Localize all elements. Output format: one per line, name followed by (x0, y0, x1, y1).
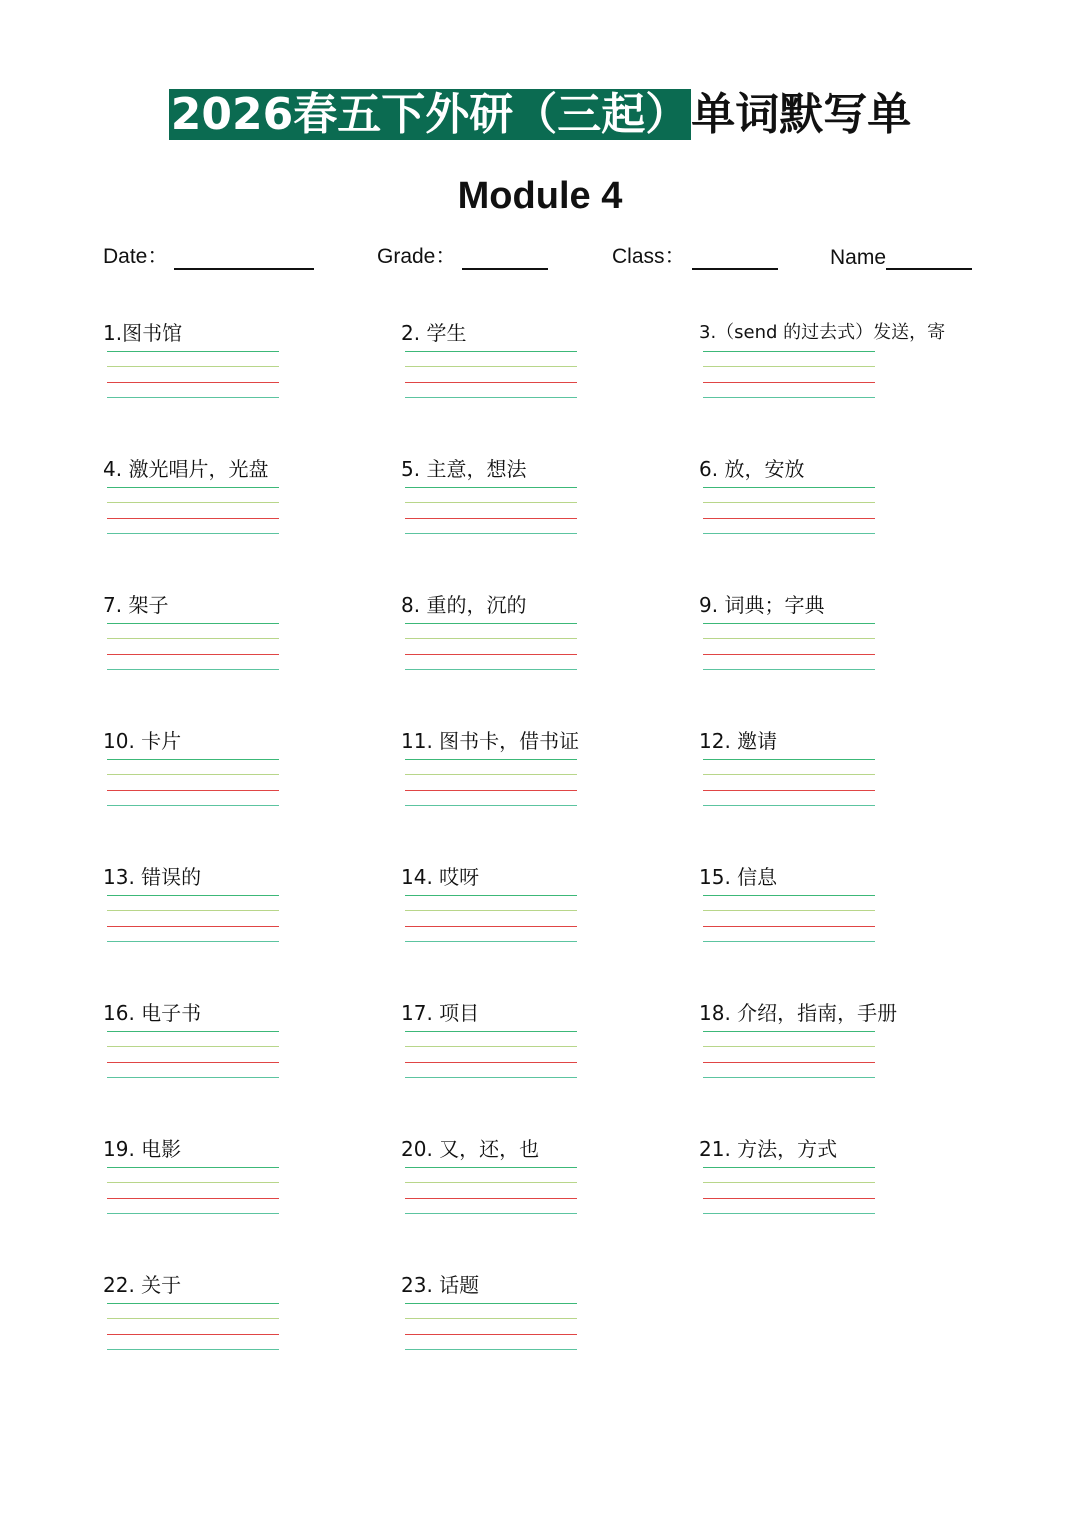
writing-guide-line (703, 1182, 875, 1183)
name-label: Name (830, 246, 887, 269)
writing-guide-line (405, 366, 577, 367)
word-prompt: 11. 图书卡，借书证 (401, 729, 580, 753)
word-prompt: 1.图书馆 (103, 321, 183, 345)
word-prompt: 19. 电影 (103, 1137, 182, 1161)
writing-guide-line (405, 1349, 577, 1350)
word-prompt: 8. 重的，沉的 (401, 593, 527, 617)
writing-guide-line (107, 1198, 279, 1199)
class-field[interactable] (612, 240, 778, 270)
word-item (699, 727, 999, 807)
date-blank[interactable] (174, 246, 314, 270)
writing-guide-line (703, 382, 875, 383)
writing-guide-line (107, 623, 279, 624)
writing-guide-line (107, 1046, 279, 1047)
word-item (699, 863, 999, 943)
writing-guide-line (703, 790, 875, 791)
writing-guide-line (405, 910, 577, 911)
writing-lines[interactable] (405, 1163, 577, 1215)
writing-guide-line (107, 1318, 279, 1319)
writing-guide-line (107, 895, 279, 896)
writing-guide-line (107, 1167, 279, 1168)
writing-lines[interactable] (405, 755, 577, 807)
writing-lines[interactable] (703, 755, 875, 807)
writing-guide-line (703, 366, 875, 367)
writing-guide-line (405, 1182, 577, 1183)
word-item (103, 1135, 403, 1215)
word-prompt: 15. 信息 (699, 865, 778, 889)
writing-guide-line (107, 1349, 279, 1350)
writing-lines[interactable] (107, 755, 279, 807)
writing-guide-line (107, 669, 279, 670)
writing-guide-line (703, 351, 875, 352)
word-prompt: 6. 放，安放 (699, 457, 805, 481)
writing-guide-line (703, 533, 875, 534)
grade-blank[interactable] (462, 246, 548, 270)
writing-guide-line (703, 397, 875, 398)
writing-guide-line (703, 895, 875, 896)
writing-guide-line (703, 623, 875, 624)
writing-lines[interactable] (107, 347, 279, 399)
writing-guide-line (405, 805, 577, 806)
writing-guide-line (107, 910, 279, 911)
date-field[interactable] (103, 240, 314, 270)
writing-guide-line (107, 1334, 279, 1335)
writing-guide-line (405, 926, 577, 927)
writing-lines[interactable] (405, 619, 577, 671)
word-item (103, 727, 403, 807)
writing-guide-line (703, 926, 875, 927)
writing-guide-line (405, 1318, 577, 1319)
writing-guide-line (107, 487, 279, 488)
word-item (401, 727, 701, 807)
writing-guide-line (107, 790, 279, 791)
word-item (103, 999, 403, 1079)
writing-lines[interactable] (703, 1163, 875, 1215)
writing-guide-line (107, 1062, 279, 1063)
writing-guide-line (405, 654, 577, 655)
writing-guide-line (405, 1198, 577, 1199)
writing-guide-line (405, 1062, 577, 1063)
writing-lines[interactable] (107, 1163, 279, 1215)
title-highlight: 2026春五下外研（三起） (170, 89, 690, 140)
grade-label: Grade： (377, 245, 457, 268)
writing-guide-line (107, 774, 279, 775)
name-field[interactable] (830, 240, 972, 270)
writing-guide-line (107, 941, 279, 942)
writing-guide-line (703, 518, 875, 519)
writing-guide-line (703, 638, 875, 639)
writing-guide-line (107, 518, 279, 519)
grade-field[interactable] (377, 240, 548, 270)
writing-guide-line (703, 1198, 875, 1199)
writing-guide-line (703, 1213, 875, 1214)
word-prompt: 23. 话题 (401, 1273, 480, 1297)
writing-guide-line (703, 669, 875, 670)
writing-guide-line (703, 1046, 875, 1047)
writing-lines[interactable] (703, 483, 875, 535)
writing-guide-line (405, 774, 577, 775)
writing-lines[interactable] (405, 891, 577, 943)
writing-guide-line (405, 518, 577, 519)
writing-guide-line (405, 895, 577, 896)
writing-guide-line (107, 654, 279, 655)
writing-guide-line (405, 623, 577, 624)
word-item (103, 591, 403, 671)
writing-lines[interactable] (107, 1027, 279, 1079)
writing-guide-line (405, 351, 577, 352)
word-item (103, 455, 403, 535)
writing-guide-line (405, 1334, 577, 1335)
writing-guide-line (703, 774, 875, 775)
writing-guide-line (107, 805, 279, 806)
word-item (103, 863, 403, 943)
word-prompt: 9. 词典；字典 (699, 593, 825, 617)
word-prompt: 22. 关于 (103, 1273, 182, 1297)
word-item (401, 319, 701, 399)
writing-lines[interactable] (405, 347, 577, 399)
class-blank[interactable] (692, 246, 778, 270)
date-label: Date： (103, 245, 169, 268)
writing-guide-line (107, 533, 279, 534)
class-label: Class： (612, 245, 686, 268)
writing-lines[interactable] (703, 1027, 875, 1079)
writing-guide-line (405, 397, 577, 398)
writing-guide-line (107, 1213, 279, 1214)
word-item (699, 999, 999, 1079)
writing-guide-line (405, 1077, 577, 1078)
writing-guide-line (703, 941, 875, 942)
writing-lines[interactable] (405, 483, 577, 535)
word-item (699, 1135, 999, 1215)
word-prompt: 18. 介绍，指南，手册 (699, 1001, 898, 1025)
writing-guide-line (107, 1077, 279, 1078)
word-item (699, 455, 999, 535)
name-blank[interactable] (886, 246, 972, 270)
writing-guide-line (405, 1213, 577, 1214)
word-prompt: 16. 电子书 (103, 1001, 202, 1025)
word-prompt: 20. 又，还，也 (401, 1137, 540, 1161)
word-item (699, 319, 999, 399)
writing-guide-line (405, 1031, 577, 1032)
word-prompt: 3.（send 的过去式）发送，寄 (699, 322, 946, 343)
writing-guide-line (703, 487, 875, 488)
writing-guide-line (703, 1031, 875, 1032)
writing-guide-line (405, 759, 577, 760)
writing-guide-line (107, 397, 279, 398)
writing-guide-line (405, 382, 577, 383)
module-heading: Module 4 (457, 175, 623, 217)
word-prompt: 12. 邀请 (699, 729, 778, 753)
writing-guide-line (107, 638, 279, 639)
writing-lines[interactable] (107, 483, 279, 535)
word-item (699, 591, 999, 671)
writing-guide-line (405, 533, 577, 534)
writing-guide-line (107, 1182, 279, 1183)
writing-guide-line (703, 759, 875, 760)
word-item (401, 999, 701, 1079)
writing-guide-line (405, 1046, 577, 1047)
writing-guide-line (703, 1062, 875, 1063)
word-item (103, 319, 403, 399)
word-item (401, 1135, 701, 1215)
writing-guide-line (405, 669, 577, 670)
writing-guide-line (703, 1167, 875, 1168)
word-prompt: 21. 方法，方式 (699, 1137, 838, 1161)
writing-lines[interactable] (703, 891, 875, 943)
writing-guide-line (405, 790, 577, 791)
writing-guide-line (405, 1303, 577, 1304)
writing-lines[interactable] (107, 1299, 279, 1351)
writing-guide-line (107, 502, 279, 503)
title-rest: 单词默写单 (691, 89, 912, 140)
word-item (401, 455, 701, 535)
word-prompt: 5. 主意，想法 (401, 457, 527, 481)
writing-guide-line (405, 941, 577, 942)
writing-guide-line (703, 1077, 875, 1078)
writing-lines[interactable] (703, 619, 875, 671)
word-prompt: 13. 错误的 (103, 865, 202, 889)
word-prompt: 7. 架子 (103, 593, 169, 617)
writing-guide-line (703, 910, 875, 911)
writing-guide-line (107, 366, 279, 367)
word-prompt: 4. 激光唱片，光盘 (103, 457, 269, 481)
word-prompt: 2. 学生 (401, 321, 467, 345)
word-item (401, 863, 701, 943)
writing-guide-line (405, 502, 577, 503)
writing-guide-line (703, 502, 875, 503)
writing-lines[interactable] (405, 1027, 577, 1079)
writing-lines[interactable] (107, 619, 279, 671)
writing-guide-line (703, 805, 875, 806)
writing-guide-line (703, 654, 875, 655)
word-prompt: 17. 项目 (401, 1001, 480, 1025)
writing-lines[interactable] (107, 891, 279, 943)
writing-guide-line (107, 1303, 279, 1304)
writing-guide-line (107, 926, 279, 927)
writing-guide-line (405, 487, 577, 488)
writing-guide-line (405, 1167, 577, 1168)
word-item (401, 591, 701, 671)
writing-guide-line (107, 1031, 279, 1032)
writing-lines[interactable] (703, 347, 875, 399)
word-item (401, 1271, 701, 1351)
writing-guide-line (405, 638, 577, 639)
writing-guide-line (107, 382, 279, 383)
word-prompt: 10. 卡片 (103, 729, 182, 753)
word-prompt: 14. 哎呀 (401, 865, 480, 889)
writing-lines[interactable] (405, 1299, 577, 1351)
writing-guide-line (107, 759, 279, 760)
writing-guide-line (107, 351, 279, 352)
word-item (103, 1271, 403, 1351)
worksheet-title (0, 86, 1080, 144)
